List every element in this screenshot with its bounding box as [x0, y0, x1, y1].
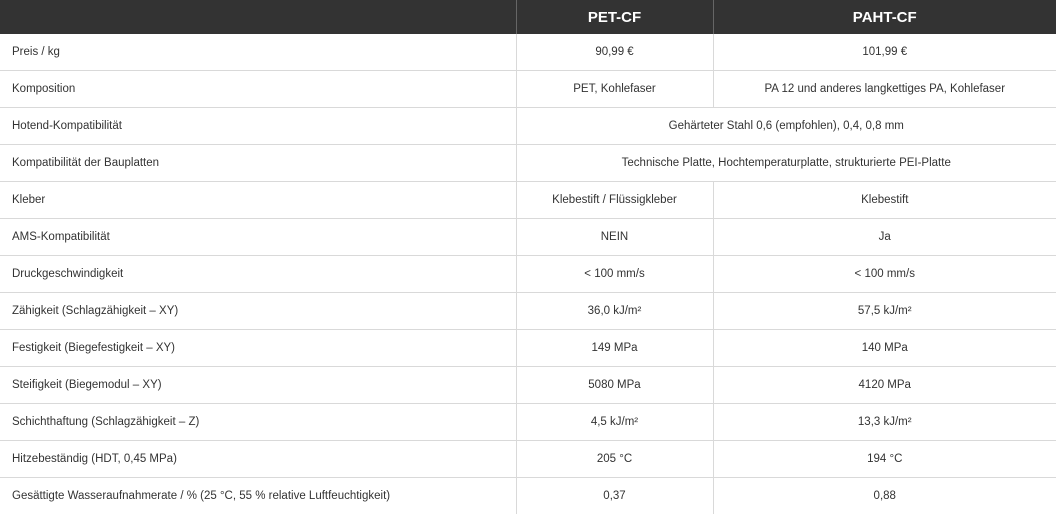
- shared-value: Technische Platte, Hochtemperaturplatte, strukturierte PEI-Platte: [516, 145, 1056, 182]
- table-row: [0, 145, 1056, 182]
- table-row: [0, 293, 1056, 330]
- row-label: AMS-Kompatibilität: [0, 219, 516, 256]
- table-row: [0, 441, 1056, 478]
- table-row: [0, 256, 1056, 293]
- table-row: [0, 34, 1056, 71]
- header-paht-cf: PAHT-CF: [713, 0, 1056, 34]
- row-label: Schichthaftung (Schlagzähigkeit – Z): [0, 404, 516, 441]
- paht-cf-value: 57,5 kJ/m²: [713, 293, 1056, 330]
- row-label: Preis / kg: [0, 34, 516, 71]
- paht-cf-value: 101,99 €: [713, 34, 1056, 71]
- header-row: [0, 0, 1056, 34]
- paht-cf-value: < 100 mm/s: [713, 256, 1056, 293]
- row-label: Hitzebeständig (HDT, 0,45 MPa): [0, 441, 516, 478]
- pet-cf-value: 0,37: [516, 478, 713, 514]
- row-label: Festigkeit (Biegefestigkeit – XY): [0, 330, 516, 367]
- pet-cf-value: 149 MPa: [516, 330, 713, 367]
- row-label: Hotend-Kompatibilität: [0, 108, 516, 145]
- table-row: [0, 478, 1056, 514]
- row-label: Kleber: [0, 182, 516, 219]
- paht-cf-value: Klebestift: [713, 182, 1056, 219]
- table-body: [0, 34, 1056, 514]
- table-row: [0, 108, 1056, 145]
- paht-cf-value: 194 °C: [713, 441, 1056, 478]
- header-pet-cf: PET-CF: [516, 0, 713, 34]
- table-row: [0, 404, 1056, 441]
- pet-cf-value: 5080 MPa: [516, 367, 713, 404]
- header-empty-cell: [0, 0, 516, 34]
- table-row: [0, 182, 1056, 219]
- pet-cf-value: 205 °C: [516, 441, 713, 478]
- pet-cf-value: 36,0 kJ/m²: [516, 293, 713, 330]
- pet-cf-value: 90,99 €: [516, 34, 713, 71]
- row-label: Druckgeschwindigkeit: [0, 256, 516, 293]
- row-label: Kompatibilität der Bauplatten: [0, 145, 516, 182]
- pet-cf-value: Klebestift / Flüssigkleber: [516, 182, 713, 219]
- row-label: Steifigkeit (Biegemodul – XY): [0, 367, 516, 404]
- pet-cf-value: 4,5 kJ/m²: [516, 404, 713, 441]
- table-header: [0, 0, 1056, 34]
- paht-cf-value: 0,88: [713, 478, 1056, 514]
- paht-cf-value: PA 12 und anderes langkettiges PA, Kohlefaser: [713, 71, 1056, 108]
- pet-cf-value: PET, Kohlefaser: [516, 71, 713, 108]
- paht-cf-value: 140 MPa: [713, 330, 1056, 367]
- pet-cf-value: < 100 mm/s: [516, 256, 713, 293]
- table-row: [0, 330, 1056, 367]
- paht-cf-value: 4120 MPa: [713, 367, 1056, 404]
- paht-cf-value: Ja: [713, 219, 1056, 256]
- table-row: [0, 71, 1056, 108]
- table-row: [0, 367, 1056, 404]
- row-label: Komposition: [0, 71, 516, 108]
- pet-cf-value: NEIN: [516, 219, 713, 256]
- paht-cf-value: 13,3 kJ/m²: [713, 404, 1056, 441]
- row-label: Gesättigte Wasseraufnahmerate / % (25 °C, 55 % relative Luftfeuchtigkeit): [0, 478, 516, 514]
- table-row: [0, 219, 1056, 256]
- shared-value: Gehärteter Stahl 0,6 (empfohlen), 0,4, 0,8 mm: [516, 108, 1056, 145]
- row-label: Zähigkeit (Schlagzähigkeit – XY): [0, 293, 516, 330]
